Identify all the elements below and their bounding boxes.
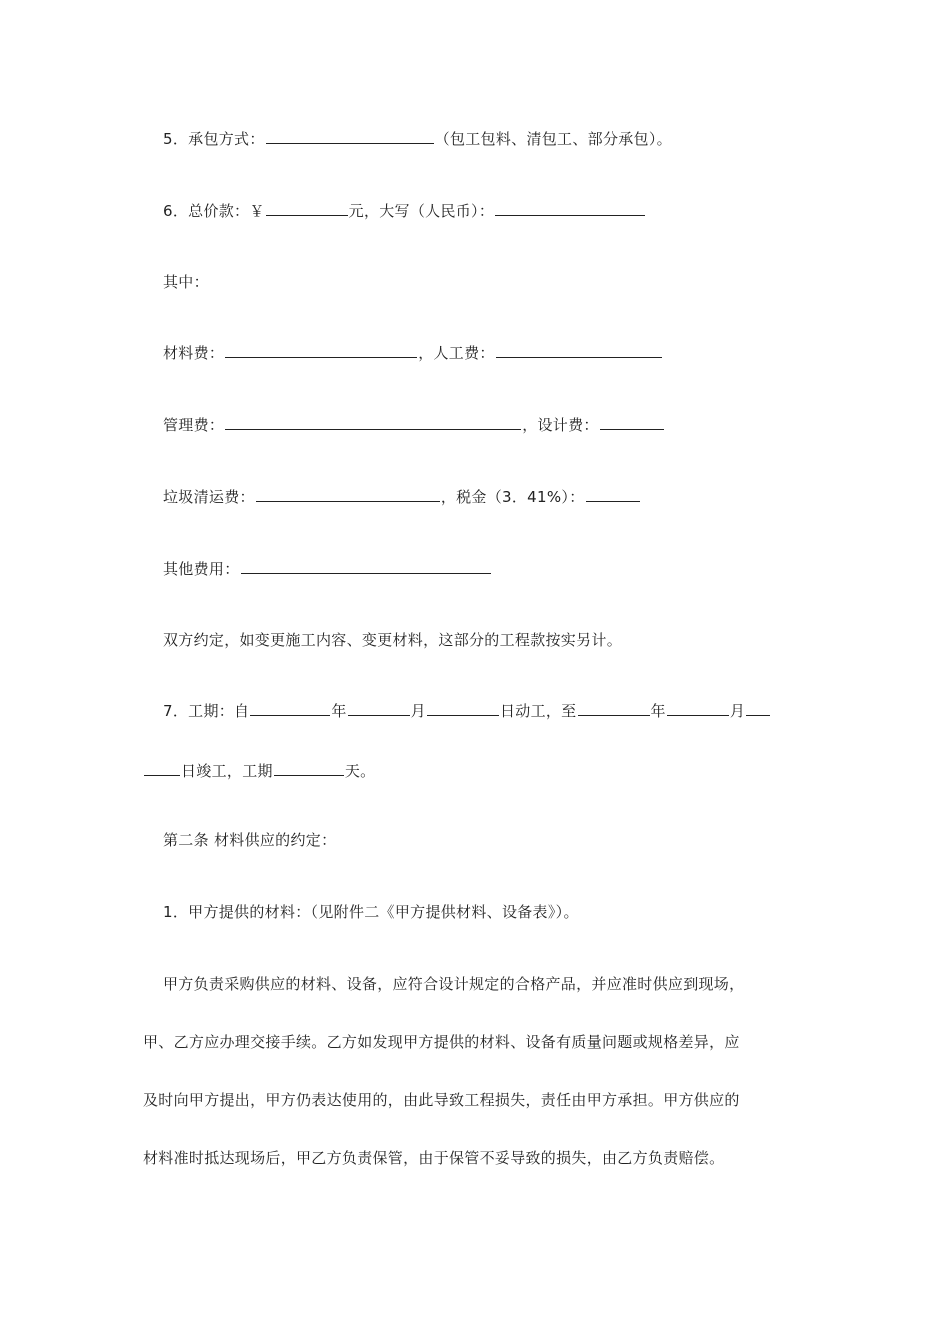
other-fee-label: 其他费用： bbox=[163, 560, 240, 578]
clause-7-label: 7．工期：自 bbox=[163, 702, 250, 720]
start-year-blank[interactable] bbox=[250, 700, 330, 716]
material-fee-blank[interactable] bbox=[225, 342, 417, 358]
article-2-heading: 第二条 材料供应的约定： bbox=[163, 831, 337, 849]
end-month-label: 月 bbox=[729, 702, 746, 720]
start-month-blank[interactable] bbox=[348, 700, 410, 716]
garbage-fee-blank[interactable] bbox=[256, 486, 440, 502]
labor-fee-label: ，人工费： bbox=[418, 344, 495, 362]
clause-5-contracting-method bbox=[163, 128, 672, 149]
other-fees-line bbox=[163, 558, 492, 579]
management-design-line bbox=[163, 414, 665, 435]
end-day-blank-part-1[interactable] bbox=[746, 700, 770, 716]
clause-6-unit: 元，大写（人民币）： bbox=[348, 202, 495, 220]
design-fee-label: ，设计费： bbox=[522, 416, 599, 434]
start-month-label: 月 bbox=[410, 702, 426, 720]
paragraph-line: 材料准时抵达现场后，甲乙方负责保管，由于保管不妥导致的损失，由乙方负责赔偿。 bbox=[143, 1149, 725, 1167]
paragraph-line: 甲方负责采购供应的材料、设备，应符合设计规定的合格产品，并应准时供应到现场， bbox=[163, 975, 745, 993]
start-year-label: 年 bbox=[331, 702, 347, 720]
start-day-blank[interactable] bbox=[427, 700, 499, 716]
paragraph-line: 及时向甲方提出，甲方仍表达使用的，由此导致工程损失，责任由甲方承担。甲方供应的 bbox=[143, 1091, 740, 1109]
garbage-tax-line bbox=[163, 486, 641, 507]
end-month-blank[interactable] bbox=[667, 700, 729, 716]
end-day-blank-part-2[interactable] bbox=[144, 760, 180, 776]
other-fee-blank[interactable] bbox=[241, 558, 491, 574]
agreement-note: 双方约定，如变更施工内容、变更材料，这部分的工程款按实另计。 bbox=[163, 631, 623, 649]
start-label: 日动工，至 bbox=[499, 702, 577, 720]
garbage-fee-label: 垃圾清运费： bbox=[163, 488, 255, 506]
contracting-method-blank[interactable] bbox=[266, 128, 434, 144]
design-fee-blank[interactable] bbox=[600, 414, 664, 430]
duration-days-blank[interactable] bbox=[274, 760, 344, 776]
article-2-item-1: 1．甲方提供的材料：（见附件二《甲方提供材料、设备表》）。 bbox=[163, 903, 579, 921]
paragraph-line: 甲、乙方应办理交接手续。乙方如发现甲方提供的材料、设备有质量问题或规格差异，应 bbox=[143, 1033, 740, 1051]
total-price-amount-blank[interactable] bbox=[266, 200, 348, 216]
end-label: 日竣工，工期 bbox=[181, 762, 273, 780]
clause-6-label: 6．总价款：￥ bbox=[163, 202, 265, 220]
tax-blank[interactable] bbox=[586, 486, 640, 502]
management-fee-label: 管理费： bbox=[163, 416, 225, 434]
breakdown-intro: 其中： bbox=[163, 273, 209, 291]
days-label: 天。 bbox=[344, 762, 376, 780]
clause-6-total-price bbox=[163, 200, 646, 221]
material-fee-label: 材料费： bbox=[163, 344, 225, 362]
clause-5-label: 5．承包方式： bbox=[163, 130, 265, 148]
tax-label: ，税金（3．41%）： bbox=[440, 488, 585, 506]
clause-5-note: （包工包料、清包工、部分承包）。 bbox=[434, 130, 672, 148]
labor-fee-blank[interactable] bbox=[496, 342, 662, 358]
end-year-label: 年 bbox=[650, 702, 666, 720]
management-fee-blank[interactable] bbox=[225, 414, 521, 430]
clause-7-schedule-line-1 bbox=[163, 700, 771, 721]
total-price-capital-blank[interactable] bbox=[495, 200, 645, 216]
material-labor-line bbox=[163, 342, 663, 363]
end-year-blank[interactable] bbox=[578, 700, 650, 716]
clause-7-schedule-line-2 bbox=[143, 760, 375, 781]
